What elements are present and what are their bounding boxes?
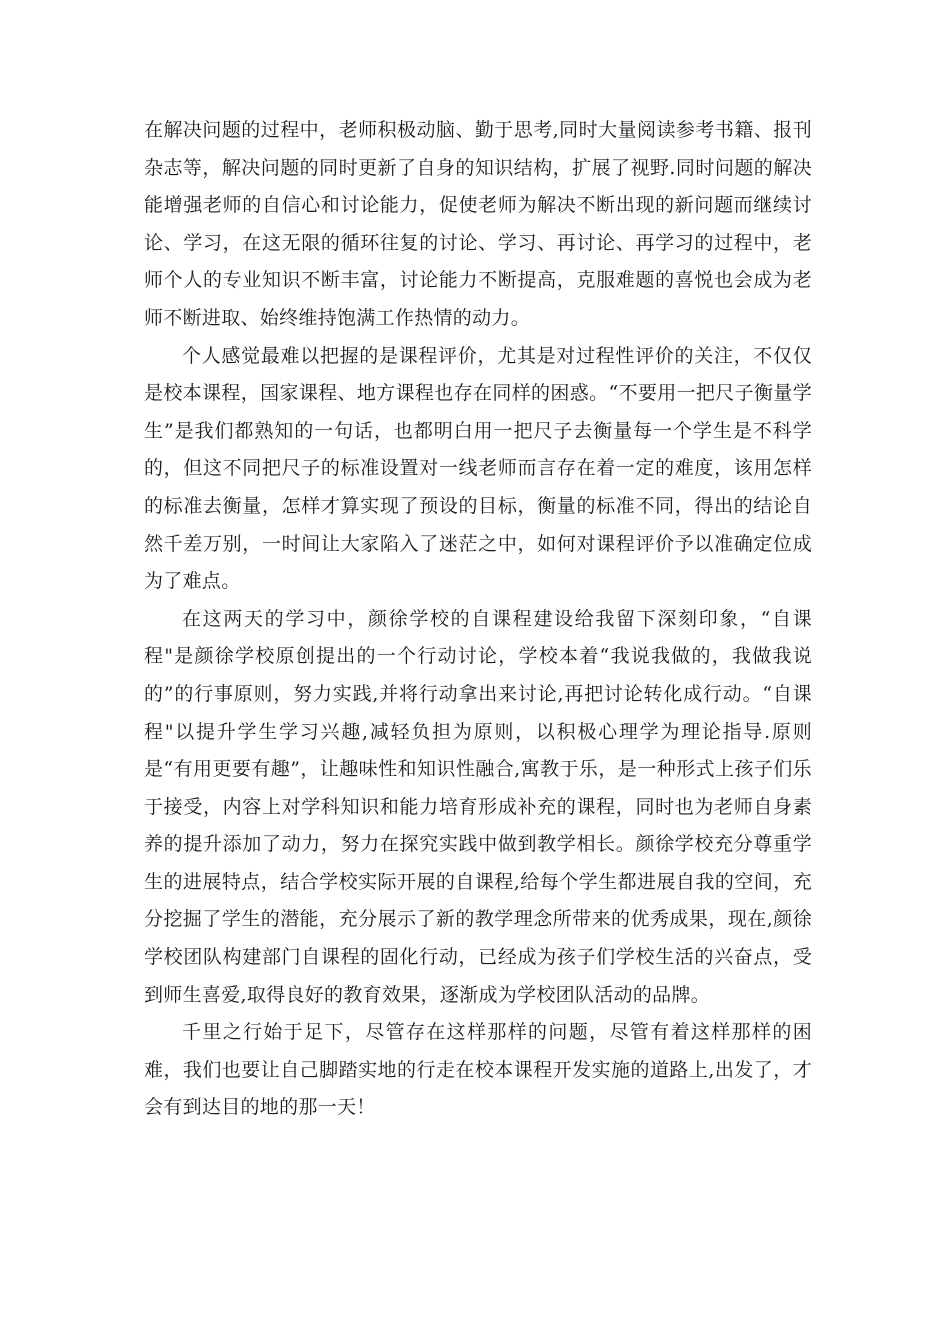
document-page [144, 112, 812, 1127]
paragraph-1: 在解决问题的过程中，老师积极动脑、勤于思考,同时大量阅读参考书籍、报刊杂志等，解决问题的同时更新了自身的知识结构，扩展了视野.同时问题的解决能增强老师的自信心和讨论能力，促使老师为解决不断出现的新问题而继续讨论、学习，在这无限的循环往复的讨论、学习、再讨论、再学习的过程中，老师个人的专业知识不断丰富，讨论能力不断提高，克服难题的喜悦也会成为老师不断进取、始终维持饱满工作热情的动力。 [144, 119, 812, 329]
paragraph-4: 千里之行始于足下，尽管存在这样那样的问题，尽管有着这样那样的困难，我们也要让自己脚踏实地的行走在校本课程开发实施的道路上,出发了，才会有到达目的地的那一天！ [144, 1021, 812, 1119]
paragraph-2: 个人感觉最难以把握的是课程评价，尤其是对过程性评价的关注，不仅仅是校本课程，国家课程、地方课程也存在同样的困惑。“不要用一把尺子衡量学生”是我们都熟知的一句话，也都明白用一把尺子去衡量每一个学生是不科学的，但这不同把尺子的标准设置对一线老师而言存在着一定的难度，该用怎样的标准去衡量，怎样才算实现了预设的目标，衡量的标准不同，得出的结论自然千差万别，一时间让大家陷入了迷茫之中，如何对课程评价予以准确定位成为了难点。 [144, 344, 812, 593]
paragraph-3: 在这两天的学习中，颜徐学校的自课程建设给我留下深刻印象，“自课程"是颜徐学校原创提出的一个行动讨论，学校本着“我说我做的，我做我说的”的行事原则，努力实践,并将行动拿出来讨论,再把讨论转化成行动。“自课程"以提升学生学习兴趣,减轻负担为原则，以积极心理学为理论指导.原则是“有用更要有趣”，让趣味性和知识性融合,寓教于乐，是一种形式上孩子们乐于接受，内容上对学科知识和能力培育形成补充的课程，同时也为老师自身素养的提升添加了动力，努力在探究实践中做到教学相长。颜徐学校充分尊重学生的进展特点，结合学校实际开展的自课程,给每个学生都进展自我的空间，充分挖掘了学生的潜能，充分展示了新的教学理念所带来的优秀成果，现在,颜徐学校团队构建部门自课程的固化行动，已经成为孩子们学校生活的兴奋点，受到师生喜爱,取得良好的教育效果，逐渐成为学校团队活动的品牌。 [144, 607, 812, 1006]
